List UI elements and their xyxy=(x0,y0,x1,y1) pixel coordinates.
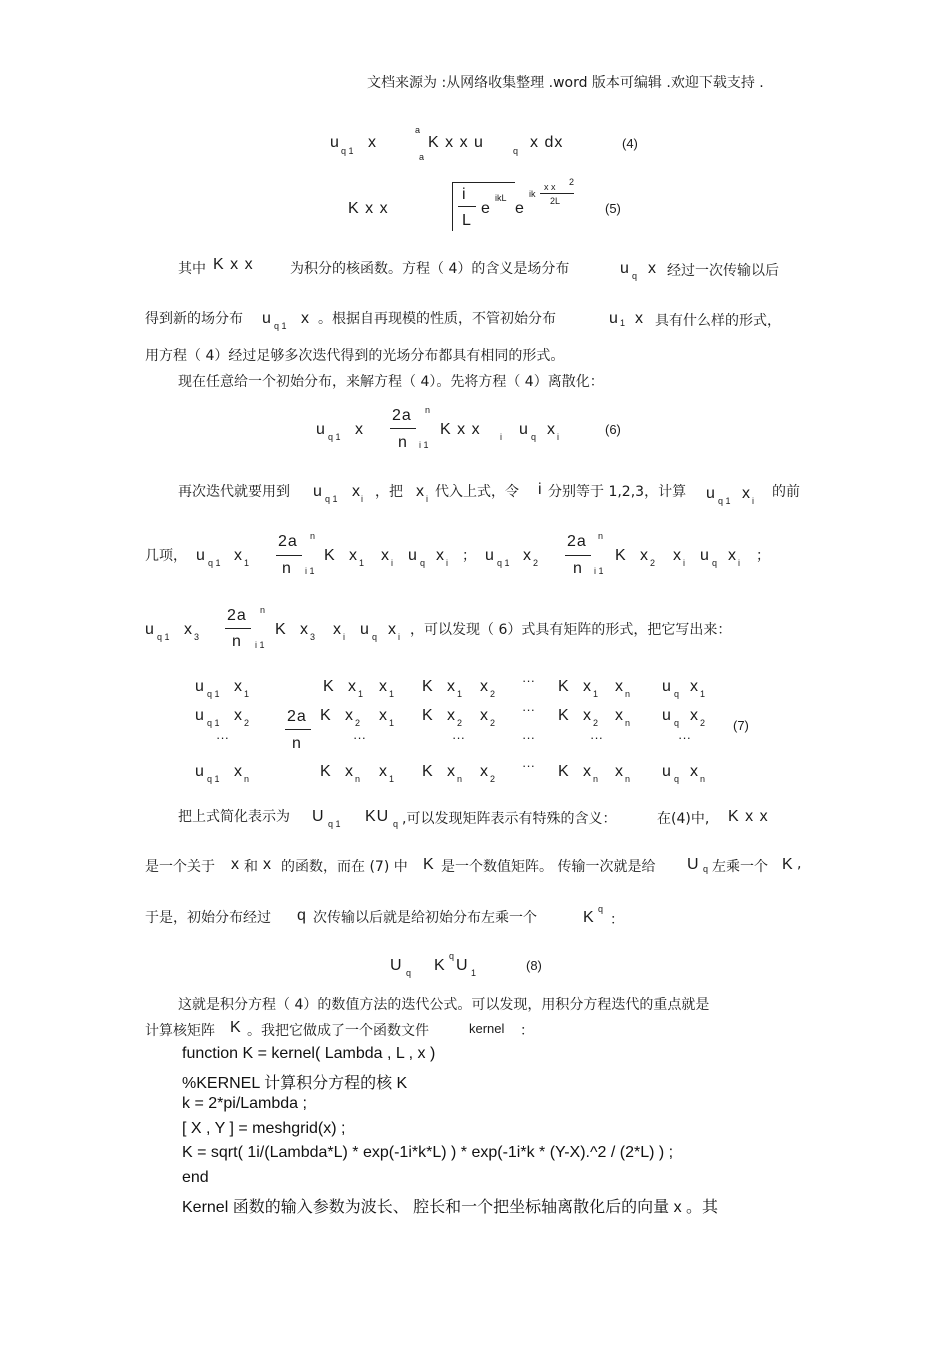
paragraph-11: 这就是积分方程（ 4）的数值方法的迭代公式。可以发现，用积分方程迭代的重点就是 xyxy=(178,997,710,1013)
paragraph-3: 用方程（ 4）经过足够多次迭代得到的光场分布都具有相同的形式。 xyxy=(145,348,565,364)
equation-number: (7) xyxy=(733,718,749,733)
fraction-line xyxy=(458,206,476,207)
code-line: [ X , Y ] = meshgrid(x) ; xyxy=(182,1120,346,1137)
equation-number: (6) xyxy=(605,422,621,437)
equation-number: (8) xyxy=(526,958,542,973)
paragraph-4: 现在任意给一个初始分布，来解方程（ 4）。先将方程（ 4）离散化： xyxy=(178,374,604,390)
fraction-line xyxy=(540,193,574,194)
code-line: K = sqrt( 1i/(Lambda*L) * exp(-1i*k*L) ) * exp(-1i*k * (Y-X).^2 / (2*L) ) ; xyxy=(182,1144,674,1161)
code-description: Kernel 函数的输入参数为波长、 腔长和一个把坐标轴离散化后的向量 x 。其 xyxy=(182,1199,719,1216)
code-line: %KERNEL 计算积分方程的核 K xyxy=(182,1075,408,1092)
code-line: k = 2*pi/Lambda ; xyxy=(182,1095,307,1112)
equation-number: (4) xyxy=(622,136,638,151)
code-line: function K = kernel( Lambda , L , x ) xyxy=(182,1045,436,1062)
equation-number: (5) xyxy=(605,201,621,216)
document-page: 文档来源为 :从网络收集整理 .word 版本可编辑 .欢迎下载支持 . u q 1 x a a K x x u q x dx (4) K x x i L e ikL e ik x x 2 2L (5) 其中 K x x 为积分的核函数。方程（ 4）的含义是场分布 u q x 经过一次传输以后 得到新的场分布 u q 1 x 。根据自再现模的性质，不管初始分布 u 1 x 具有什么样的形式， 用方程（ 4）经过足够多次迭代得到的光场分布都具有相同的形式。 现在任意给一个初始分布，来解方程（ 4）。先将方程（ 4）离散化： u q 1 x 2a n n i 1 K x x i u q x i (6) 再次迭代就要用到 u q 1 x i ，把 x i 代入上式，令 i 分别等于 1,2,3，计算 u q 1 x i 的前 几项， u q 1 x 1 2a n n i 1 K x 1 x i u q x i ； u q 1 x 2 2a n n i 1 K x 2 x i u q x i ； u q 1 x 3 2a n n i 1 K x 3 x i u q x i ，可以发现（ 6）式具有矩阵的形式，把它写出来： u q 1 x 1 u q 1 x 2 ··· u q 1 x n 2a n K x 1 x 1 K x 1 x 2 ··· K x 1 x n u q x 1 K x 2 x 1 K x 2 x 2 ··· K x 2 x n u q x 2 ··· ··· ··· ··· ··· (7) K x n x 1 K x n x 2 ··· K x n x n u q x n 把上式简化表示为 U q 1 KU q ,可以发现矩阵表示有特殊的含义： 在(4)中, K x x 是一个关于 x 和 x 的函数，而在 (7) 中 K 是一个数值矩阵。 传输一次就是给 U q 左乘一个 K , 于是，初始分布经过 q 次传输以后就是给初始分布左乘一个 K q ： U q K q U 1 (8) 这就是积分方程（ 4）的数值方法的迭代公式。可以发现，用积分方程迭代的重点就是 计算核矩阵 K 。我把它做成了一个函数文件 kernel ： function K = kernel( Lambda , L , x ) %KERNEL 计算积分方程的核 K k = 2*pi/Lambda ; [ X , Y ] = meshgrid(x) ; K = sqrt( 1i/(Lambda*L) * exp(-1i*k*L) ) * exp(-1i*k * (Y-X).^2 / (2*L) ) ; end Kernel 函数的输入参数为波长、 腔长和一个把坐标轴离散化后的向量 x 。其 xyxy=(0,0,950,1345)
fraction-line xyxy=(390,428,416,429)
header-note: 文档来源为 :从网络收集整理 .word 版本可编辑 .欢迎下载支持 . xyxy=(367,75,764,91)
code-line: end xyxy=(182,1169,209,1186)
